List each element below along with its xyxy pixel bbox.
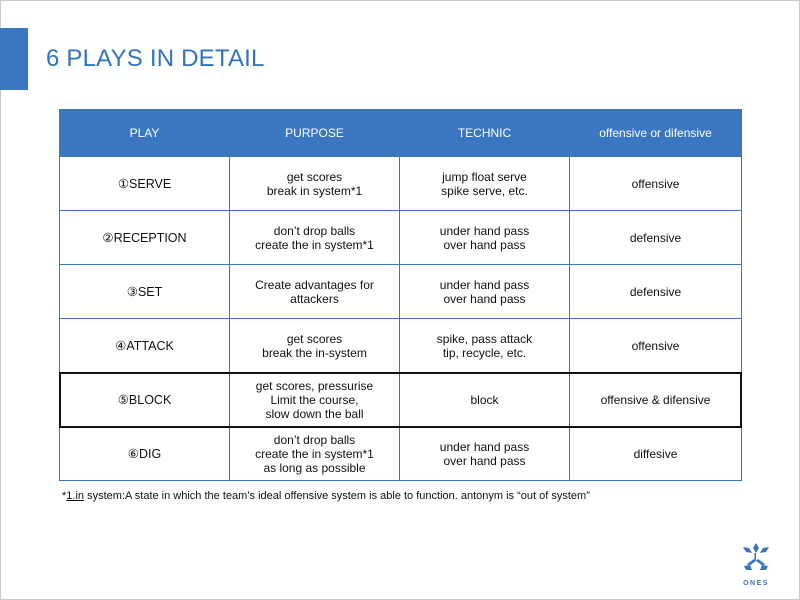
technic-cell-line: over hand pass: [443, 237, 526, 252]
type-cell: offensive: [570, 157, 742, 211]
purpose-cell-line: slow down the ball: [265, 406, 364, 421]
technic-cell-line: block: [470, 392, 499, 407]
technic-cell-line: over hand pass: [443, 291, 526, 306]
purpose-cell-line: don’t drop balls: [273, 432, 356, 447]
type-cell: offensive: [570, 319, 742, 373]
technic-cell-line: over hand pass: [443, 453, 526, 468]
play-cell: ①SERVE: [60, 157, 230, 211]
technic-cell-line: under hand pass: [439, 277, 530, 292]
type-cell: defensive: [570, 211, 742, 265]
purpose-cell-line: create the in system*1: [255, 446, 374, 461]
play-cell: ③SET: [60, 265, 230, 319]
plays-table: [59, 109, 742, 481]
footnote-text: system:A state in which the team’s ideal offensive system is able to function. antonym is “out of system”: [84, 490, 590, 502]
technic-cell: [400, 265, 570, 319]
purpose-cell-line: break the in-system: [262, 345, 367, 360]
technic-cell: [400, 373, 570, 427]
table-row-serve: [60, 157, 742, 211]
technic-cell-line: jump float serve: [442, 169, 527, 184]
technic-cell-line: spike serve, etc.: [441, 183, 528, 198]
purpose-cell-line: Limit the course,: [270, 392, 359, 407]
purpose-cell-line: attackers: [290, 291, 339, 306]
purpose-cell-line: as long as possible: [263, 460, 366, 475]
purpose-cell-line: don’t drop balls: [273, 223, 356, 238]
header-purpose: PURPOSE: [230, 110, 400, 157]
type-cell: offensive & difensive: [570, 373, 742, 427]
purpose-cell: [230, 265, 400, 319]
type-cell: diffesive: [570, 427, 742, 481]
play-cell: ④ATTACK: [60, 319, 230, 373]
table-row-block: [60, 373, 742, 427]
technic-cell-line: tip, recycle, etc.: [442, 345, 527, 360]
header-type: offensive or difensive: [570, 110, 742, 157]
purpose-cell: [230, 427, 400, 481]
technic-cell-line: spike, pass attack: [436, 331, 533, 346]
purpose-cell: [230, 157, 400, 211]
ones-logo-text: ONES: [743, 580, 769, 587]
play-cell: ②RECEPTION: [60, 211, 230, 265]
ones-logo-icon: [739, 539, 773, 577]
table-row-dig: [60, 427, 742, 481]
purpose-cell-line: get scores: [286, 169, 343, 184]
purpose-cell-line: create the in system*1: [255, 237, 374, 252]
footnote: [62, 490, 590, 502]
table-row-set: [60, 265, 742, 319]
table-body: [60, 157, 742, 481]
technic-cell: [400, 157, 570, 211]
header-play: PLAY: [60, 110, 230, 157]
table-row-reception: [60, 211, 742, 265]
purpose-cell: [230, 373, 400, 427]
technic-cell: [400, 319, 570, 373]
page-title: 6 PLAYS IN DETAIL: [46, 45, 265, 72]
title-accent-bar: [0, 28, 28, 90]
purpose-cell-line: get scores, pressurise: [255, 378, 374, 393]
footnote-underlined: 1.in: [66, 490, 85, 502]
technic-cell: [400, 427, 570, 481]
header-technic: TECHNIC: [400, 110, 570, 157]
purpose-cell: [230, 211, 400, 265]
footnote-prefix: *: [62, 490, 67, 502]
play-cell: ⑥DIG: [60, 427, 230, 481]
purpose-cell-line: break in system*1: [266, 183, 363, 198]
technic-cell-line: under hand pass: [439, 439, 530, 454]
technic-cell-line: under hand pass: [439, 223, 530, 238]
purpose-cell: [230, 319, 400, 373]
purpose-cell-line: get scores: [286, 331, 343, 346]
type-cell: defensive: [570, 265, 742, 319]
purpose-cell-line: Create advantages for: [255, 277, 374, 292]
table-row-attack: [60, 319, 742, 373]
table-header-row: [60, 110, 742, 157]
ones-logo: [736, 539, 776, 589]
technic-cell: [400, 211, 570, 265]
play-cell: ⑤BLOCK: [60, 373, 230, 427]
